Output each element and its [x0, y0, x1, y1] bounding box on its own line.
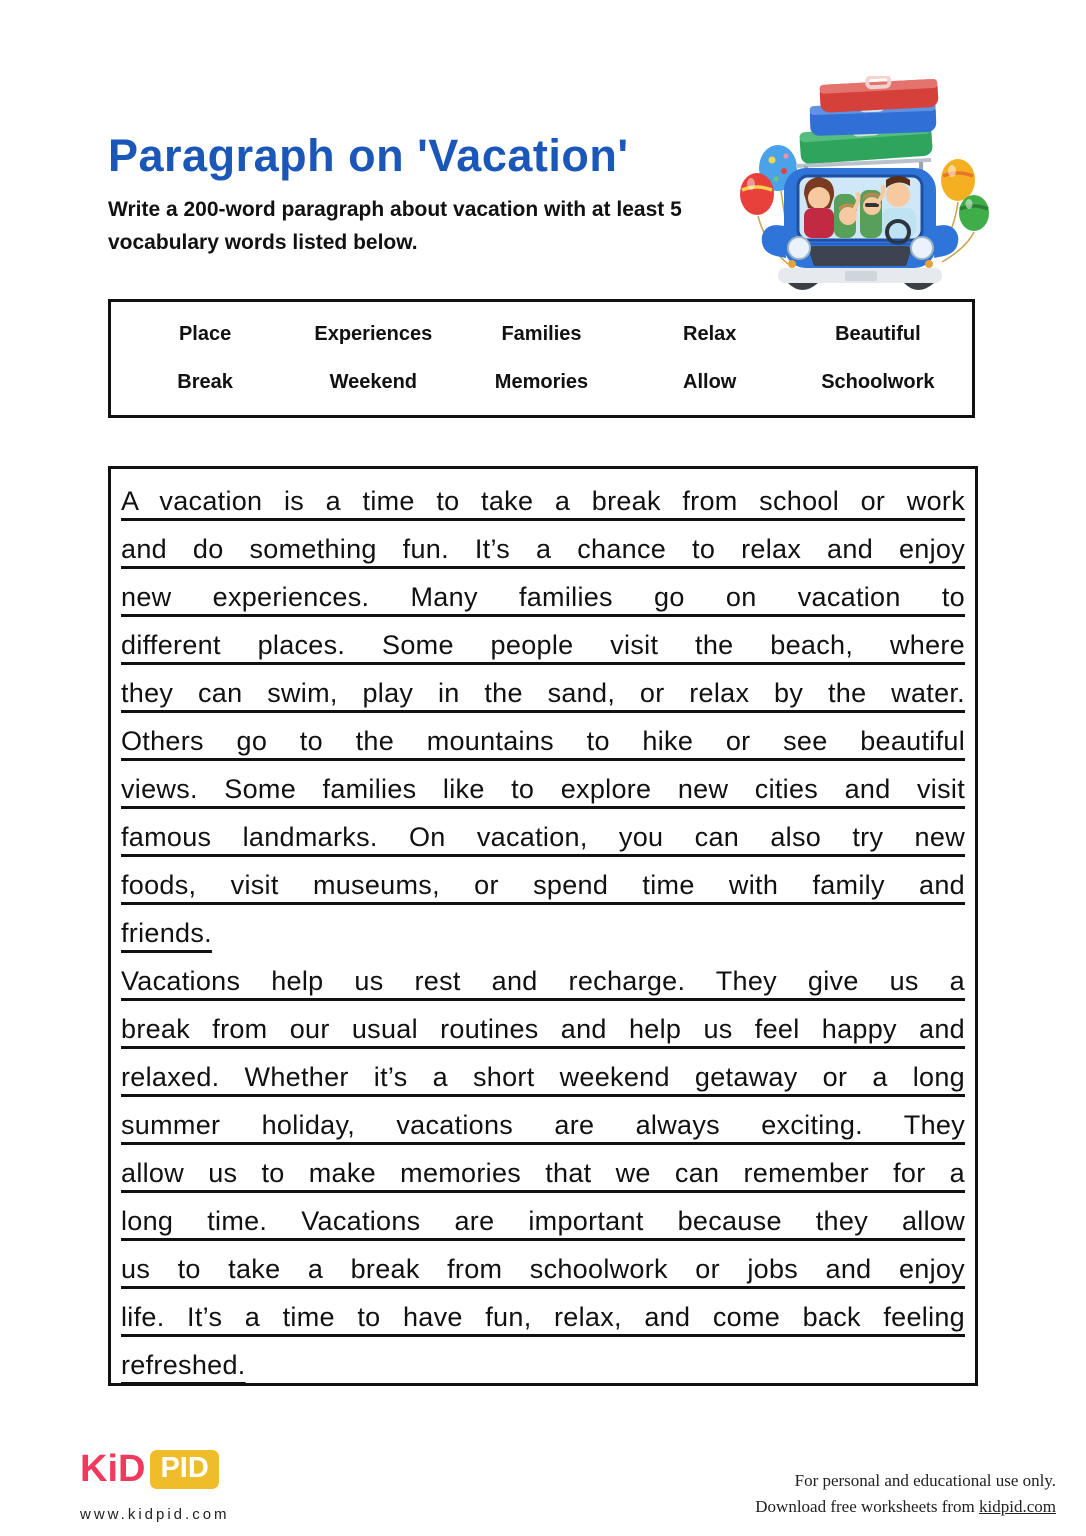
paragraph-line: A vacation is a time to take a break from school or work [121, 486, 965, 516]
paragraph-line: they can swim, play in the sand, or relax by the water. [121, 678, 965, 708]
paragraph-answer-box [108, 466, 978, 1386]
vocabulary-box [108, 299, 975, 418]
kidpid-logo-pid-badge: PID [150, 1450, 218, 1489]
vocab-word-memories: Memories [494, 371, 589, 394]
kidpid-com-link[interactable]: kidpid.com [979, 1497, 1056, 1516]
family-car-vacation-svg [726, 76, 996, 298]
vocab-word-experiences: Experiences [314, 322, 433, 345]
paragraph-line: views. Some families like to explore new cities and visit [121, 774, 965, 804]
paragraph-line: refreshed. [121, 1350, 246, 1380]
vocab-word-schoolwork: Schoolwork [821, 371, 935, 394]
paragraph-line: us to take a break from schoolwork or jobs and enjoy [121, 1254, 965, 1284]
footer-note-line-2-text: Download free worksheets from [755, 1497, 980, 1516]
paragraph-line: relaxed. Whether it’s a short weekend getaway or a long [121, 1062, 965, 1092]
family-car-illustration [726, 76, 996, 298]
kidpid-website-url: www.kidpid.com [80, 1506, 230, 1523]
paragraph-line: long time. Vacations are important because they allow [121, 1206, 965, 1236]
paragraph-line: foods, visit museums, or spend time with family and [121, 870, 965, 900]
footer-usage-note [755, 1468, 1056, 1520]
kidpid-logo-kid-text: KiD [80, 1448, 146, 1490]
paragraph-line: Others go to the mountains to hike or see beautiful [121, 726, 965, 756]
vocab-word-weekend: Weekend [329, 371, 418, 394]
paragraph-line: break from our usual routines and help us feel happy and [121, 1014, 965, 1044]
vocab-word-place: Place [178, 322, 232, 345]
paragraph-line: Vacations help us rest and recharge. They give us a [121, 966, 965, 996]
instructions-line-2: vocabulary words listed below. [108, 231, 418, 254]
instructions-line-1: Write a 200-word paragraph about vacation with at least 5 [108, 198, 682, 221]
vocab-word-families: Families [501, 322, 582, 345]
page-title: Paragraph on 'Vacation' [108, 130, 629, 181]
vocab-word-beautiful: Beautiful [835, 322, 921, 345]
footer-note-line-1: For personal and educational use only. [794, 1471, 1056, 1490]
page-instructions [108, 193, 682, 259]
footer-note-line-2 [755, 1494, 1056, 1520]
paragraph-line: new experiences. Many families go on vacation to [121, 582, 965, 612]
vocab-word-allow: Allow [683, 371, 737, 394]
paragraph-line: allow us to make memories that we can remember for a [121, 1158, 965, 1188]
paragraph-line: summer holiday, vacations are always exciting. They [121, 1110, 965, 1140]
vocab-word-break: Break [177, 371, 233, 394]
paragraph-line: friends. [121, 918, 212, 948]
vocab-word-relax: Relax [683, 322, 737, 345]
paragraph-line: life. It’s a time to have fun, relax, and come back feeling [121, 1302, 965, 1332]
paragraph-line: famous landmarks. On vacation, you can also try new [121, 822, 965, 852]
paragraph-line: different places. Some people visit the beach, where [121, 630, 965, 660]
kidpid-logo [80, 1448, 219, 1491]
paragraph-line: and do something fun. It’s a chance to relax and enjoy [121, 534, 965, 564]
